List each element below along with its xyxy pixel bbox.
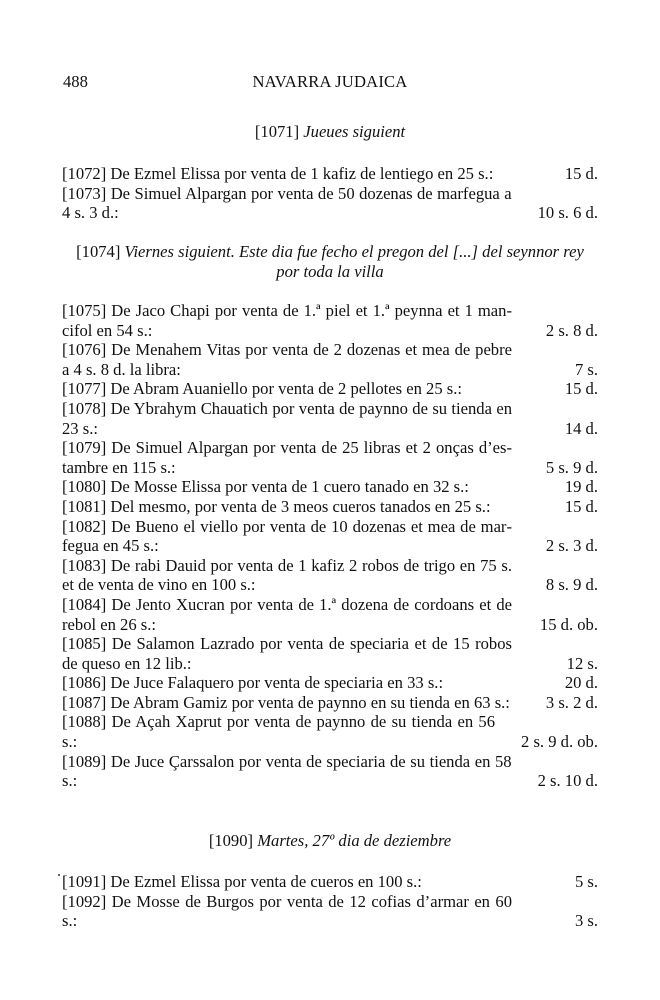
entry-amount: 15 d. [564,164,598,183]
entry [62,164,598,184]
entry [62,517,598,556]
entry-amount: 8 s. 9 d. [545,575,598,595]
entry-amount: 20 d. [564,673,598,693]
entry-amount: 3 s. [574,911,598,931]
entry-text: [1091] De Ezmel Elissa por venta de cueros en 100 s.: [62,872,422,891]
entry-amount: 14 d. [564,418,598,438]
entry-text: [1073] De Simuel Alpargan por venta de 50 dozenas de marfegua a 4 s. 3 d.: [62,183,512,223]
section-heading [62,242,598,281]
page-number: 488 [63,72,88,91]
entry-text: [1082] De Bueno el viello por venta de 10 dozenas et mea de marfegua en 45 s.: [62,516,512,556]
entry-amount: 19 d. [564,477,598,497]
entry [62,595,598,634]
entry-text: [1085] De Salamon Lazrado por venta de speciaria et de 15 robos de queso en 12 lib.: [62,634,512,673]
entry-amount: 5 s. 9 d. [545,457,598,477]
heading-text: Martes, 27º dia de deziembre [257,831,452,850]
entry [62,340,598,379]
heading-text: Jueues siguient [303,122,406,141]
entry-amount: 10 s. 6 d. [537,203,598,223]
entry-text: [1079] De Simuel Alpargan por venta de 25 libras et 2 onças d’estambre en 115 s.: [62,438,512,477]
entry-text: [1092] De Mosse de Burgos por venta de 12 cofias d’armar en 60 s.: [62,891,512,931]
entry [62,872,598,892]
entry-amount: 3 s. 2 d. [545,692,598,712]
entry [62,379,598,399]
entry [62,497,598,517]
entry-text: [1086] De Juce Falaquero por venta de speciaria en 33 s.: [62,673,444,693]
entry [62,184,598,223]
entry-text: [1075] De Jaco Chapi por venta de 1.ª piel et 1.ª peynna et 1 mancifol en 54 s.: [62,301,512,340]
entry [62,399,598,438]
heading-text: Viernes siguient. Este dia fue fecho el pregon del [...] del seynnor rey por toda la villa [124,242,584,281]
heading-number: [1071] [254,122,300,141]
entry-text: [1072] De Ezmel Elissa por venta de 1 kafiz de lentiego en 25 s.: [62,164,494,183]
entry-amount: 2 s. 3 d. [545,536,598,556]
entry [62,556,598,595]
entry [62,477,598,497]
entry [62,712,598,751]
entry-amount: 5 s. [574,872,598,891]
margin-tick [58,874,60,876]
entry [62,438,598,477]
entry-text: [1078] De Ybrahym Chauatich por venta de paynno de su tienda en 23 s.: [62,398,512,438]
heading-number: [1090] [208,831,254,850]
entry [62,673,598,693]
entry [62,752,598,791]
entry-text: [1083] De rabi Dauid por venta de 1 kafiz 2 robos de trigo en 75 s. et de venta de vino en 100 s.: [62,555,512,595]
entry-list [62,164,598,223]
entry [62,301,598,340]
entry-amount: 12 s. [566,653,598,673]
entry [62,693,598,713]
entry-text: [1080] De Mosse Elissa por venta de 1 cuero tanado en 32 s.: [62,477,469,497]
entry-amount: 15 d. ob. [539,614,598,634]
entry-list [62,872,598,931]
section-heading [62,831,598,851]
entry-amount: 2 s. 10 d. [537,771,598,791]
entry-amount: 15 d. [564,496,598,516]
entry-amount: 7 s. [574,359,598,379]
entry-amount: 15 d. [564,379,598,399]
entry-text: [1077] De Abram Auaniello por venta de 2 pellotes en 25 s.: [62,379,462,399]
entry-text: [1081] Del mesmo, por venta de 3 meos cueros tanados en 25 s.: [62,496,491,516]
entry [62,634,598,673]
section-heading [62,122,598,142]
entry-amount: 2 s. 8 d. [545,320,598,340]
entry-text: [1089] De Juce Çarssalon por venta de speciaria de su tienda en 58 s.: [62,751,512,791]
entry-text: [1088] De Açah Xaprut por venta de paynno de su tienda en 56 s.: [62,712,496,752]
entry-text: [1087] De Abram Gamiz por venta de paynno en su tienda en 63 s.: [62,692,510,712]
entry-text: [1084] De Jento Xucran por venta de 1.ª dozena de cordoans et de rebol en 26 s.: [62,594,512,634]
entry-list [62,301,598,791]
running-head: NAVARRA JUDAICA [252,72,408,91]
entry [62,892,598,931]
entry-amount: 2 s. 9 d. ob. [521,732,598,752]
heading-number: [1074] [76,242,121,261]
entry-text: [1076] De Menahem Vitas por venta de 2 dozenas et mea de pebre a 4 s. 8 d. la libra: [62,340,512,379]
